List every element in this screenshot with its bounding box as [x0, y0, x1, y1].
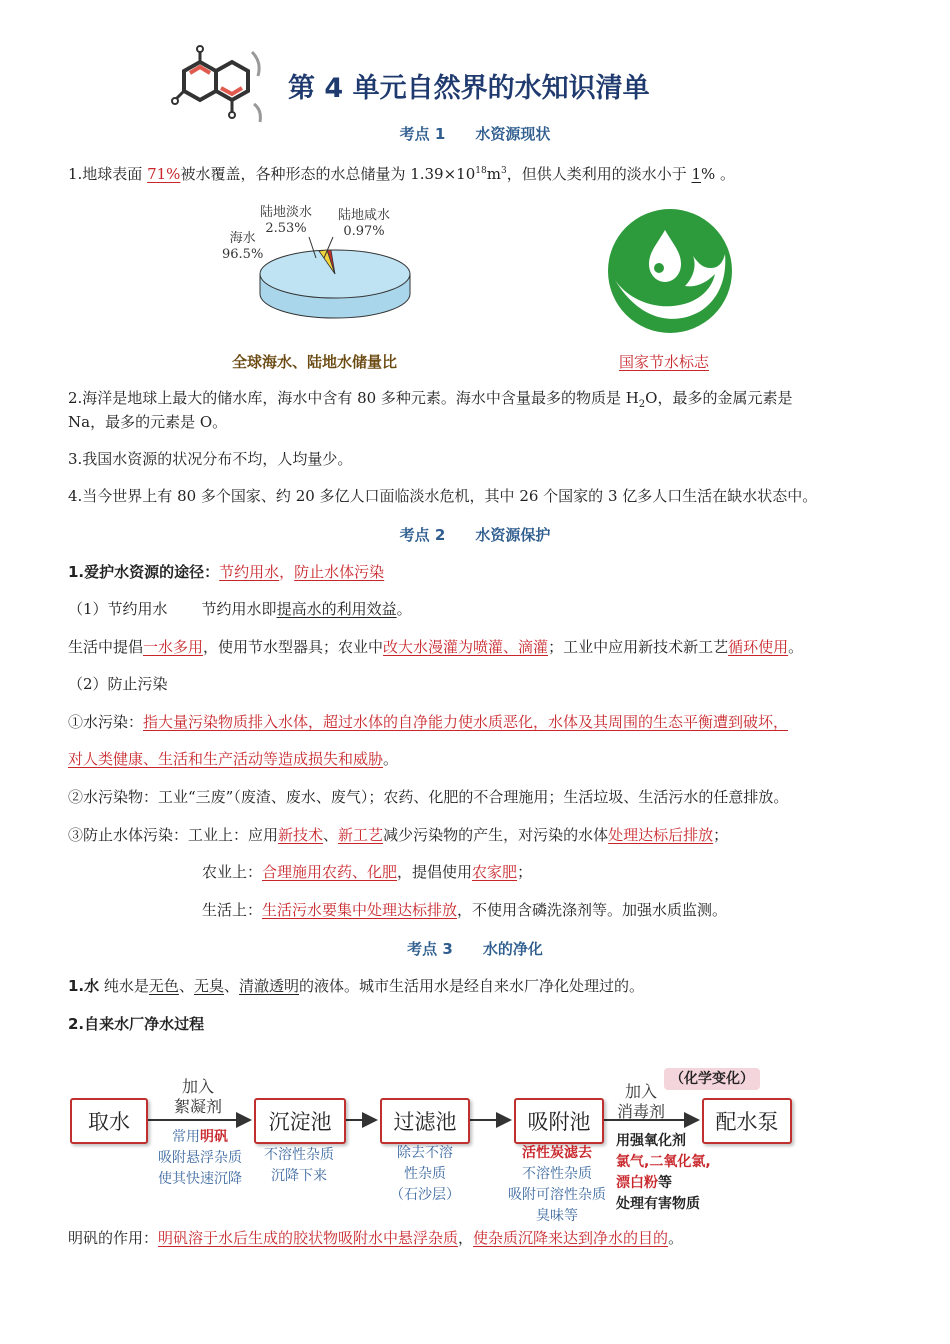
answer-blank: 使杂质沉降来达到净水的目的 — [473, 1229, 669, 1247]
kp2-line-8: ③防止水体污染：工业上：应用新技术、新工艺减少污染物的产生，对污染的水体处理达标后排放； — [68, 826, 729, 844]
answer-blank: 合理施用农药、化肥 — [262, 863, 398, 881]
flow-box-intake: 取水 — [70, 1098, 148, 1144]
pie-label-sea: 海水 96.5% — [222, 231, 264, 262]
arrow4-label: 加入 消毒剂 — [617, 1082, 666, 1121]
kp1-line-1: 1.地球表面 71%被水覆盖，各种形态的水总储量为 $1.39\times 10^{18}m^3$，但供人类利用的淡水小于 1% 。 — [68, 165, 736, 183]
answer-blank: 对人类健康、生活和生产活动等造成损失和威胁 — [68, 750, 384, 768]
kp1-line-2b: Na，最多的元素是 O。 — [68, 413, 228, 431]
answer-blank: 生活污水要集中处理达标排放 — [262, 901, 458, 919]
kp2-line-7: ②水污染物：工业“三废”（废渣、废水、废气）；农药、化肥的不合理施用；生活垃圾、生活污水的任意排放。 — [68, 788, 789, 806]
page-title: 第 4 单元自然界的水知识清单 — [288, 73, 650, 104]
chemistry-logo-icon — [170, 44, 270, 130]
answer-blank: 无臭 — [193, 977, 224, 995]
flow-box-sedimentation: 沉淀池 — [254, 1098, 346, 1144]
kp3-line-1: 1.水 纯水是无色、无臭、清澈透明的液体。城市生活用水是经自来水厂净化处理过的。 — [68, 977, 645, 995]
answer-blank: 1 — [691, 165, 702, 183]
note-sedimentation: 不溶性杂质 沉降下来 — [264, 1147, 334, 1184]
kp2-line-9: 农业上：合理施用农药、化肥，提倡使用农家肥； — [202, 863, 533, 881]
pie-leader-lines — [300, 234, 340, 264]
note-intake: 常用明矾 吸附悬浮杂质 使其快速沉降 — [158, 1129, 242, 1187]
answer-blank: 处理达标后排放 — [608, 826, 714, 844]
answer-blank: 一水多用 — [143, 638, 204, 656]
pie-label-salt: 陆地咸水 0.97% — [338, 208, 391, 239]
answer-blank: 防止水体污染 — [294, 563, 385, 581]
flow-box-distribution-pump: 配水泵 — [702, 1098, 792, 1144]
water-saving-logo-icon — [607, 208, 733, 334]
answer-blank: 节约用水 — [219, 563, 280, 581]
pie-caption: 全球海水、陆地水储量比 — [232, 353, 398, 371]
note-adsorption: 活性炭滤去 不溶性杂质 吸附可溶性杂质 臭味等 — [508, 1145, 606, 1224]
answer-blank: 无色 — [148, 977, 179, 995]
answer-blank: 改大水漫灌为喷灌、滴灌 — [383, 638, 549, 656]
answer-blank: 农家肥 — [472, 863, 518, 881]
note-disinfection: 用强氧化剂 氯气,二氧化氯, 漂白粉等 处理有害物质 — [616, 1133, 711, 1212]
kp3-alum-line: 明矾的作用：明矾溶于水后生成的胶状物吸附水中悬浮杂质，使杂质沉降来达到净水的目的。 — [68, 1229, 684, 1247]
kp1-line-4: 4.当今世界上有 80 多个国家、约 20 多亿人口面临淡水危机，其中 26 个国家的 3 亿多人口生活在缺水状态中。 — [68, 487, 818, 505]
chemical-change-tag: （化学变化） — [664, 1068, 760, 1090]
logo-caption: 国家节水标志 — [619, 353, 710, 371]
answer-blank: 清澈透明 — [238, 977, 299, 995]
answer-blank: 指大量污染物质排入水体，超过水体的自净能力使水质恶化，水体及其周围的生态平衡遭到破坏， — [143, 713, 789, 731]
kp2-line-6: 对人类健康、生活和生产活动等造成损失和威胁。 — [68, 750, 399, 768]
kp2-line-4: （2）防止污染 — [68, 675, 168, 693]
answer-blank: 明矾溶于水后生成的胶状物吸附水中悬浮杂质 — [158, 1229, 459, 1247]
kp3-line-2: 2.自来水厂净水过程 — [68, 1015, 205, 1033]
answer-blank: 提高水的利用效益 — [276, 600, 397, 618]
kp2-line-1: 1.爱护水资源的途径：节约用水，防止水体污染 — [68, 563, 385, 581]
section-heading-1: 考点 1 水资源现状 — [399, 125, 551, 143]
kp1-line-2: 2.海洋是地球上最大的储水库，海水中含有 80 多种元素。海水中含量最多的物质是 $H_2O$，最多的金属元素是 — [68, 389, 793, 410]
arrow1-label: 加入 絮凝剂 — [174, 1077, 223, 1116]
flow-box-filtration: 过滤池 — [380, 1098, 470, 1144]
answer-blank: 循环使用 — [728, 638, 789, 656]
flow-box-adsorption: 吸附池 — [514, 1098, 604, 1144]
kp2-line-2: （1）节约用水 节约用水即提高水的利用效益。 — [68, 600, 412, 618]
section-heading-3: 考点 3 水的净化 — [407, 940, 543, 958]
kp1-line-3: 3.我国水资源的状况分布不均，人均量少。 — [68, 450, 353, 468]
kp2-line-5: ①水污染：指大量污染物质排入水体，超过水体的自净能力使水质恶化，水体及其周围的生态平衡遭到破坏， — [68, 713, 789, 731]
kp2-line-10: 生活上：生活污水要集中处理达标排放，不使用含磷洗涤剂等。加强水质监测。 — [202, 901, 728, 919]
section-heading-2: 考点 2 水资源保护 — [399, 526, 551, 544]
note-filtration: 除去不溶 性杂质 （石沙层） — [390, 1145, 460, 1203]
answer-blank: 新技术 — [278, 826, 324, 844]
kp2-line-3: 生活中提倡一水多用，使用节水型器具；农业中改大水漫灌为喷灌、滴灌；工业中应用新技术新工艺循环使用。 — [68, 638, 804, 656]
answer-blank: 新工艺 — [338, 826, 384, 844]
pie-label-fresh: 陆地淡水 2.53% — [260, 205, 313, 236]
answer-blank: 71% — [147, 165, 181, 183]
